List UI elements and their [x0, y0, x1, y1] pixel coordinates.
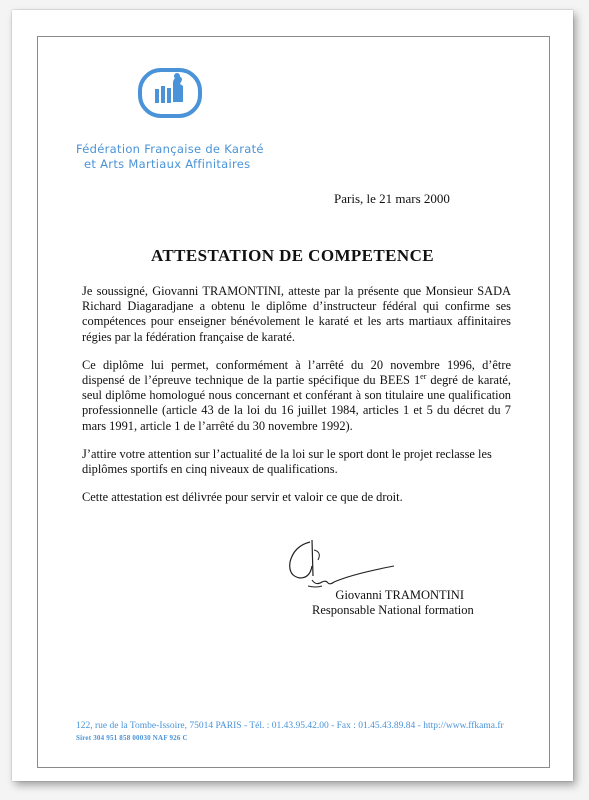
document-page	[12, 10, 573, 781]
letter-date: Paris, le 21 mars 2000	[334, 191, 450, 206]
paragraph-4: Cette attestation est délivrée pour servir et valoir ce que de droit.	[82, 490, 403, 505]
footer-siret: Siret 304 951 858 00030 NAF 926 C	[76, 734, 188, 742]
signer-name: Giovanni TRAMONTINI	[335, 588, 464, 602]
paragraph-1: Je soussigné, Giovanni TRAMONTINI, atteste par la présente que Monsieur SADA Richard Diagaradjane a obtenu le diplôme d’instructeur fédéral qui confirme ses compétences pour enseigner bénévolement le karaté et les arts martiaux affinitaires régies par la fédération française de karaté.	[82, 284, 511, 344]
org-line-1: Fédération Française de Karaté	[76, 142, 264, 156]
footer-address: 122, rue de la Tombe-Issoire, 75014 PARIS - Tél. : 01.43.95.42.00 - Fax : 01.45.43.89.84 - http://www.ffkama.fr	[76, 721, 504, 731]
footer	[76, 720, 504, 744]
superscript-er: er	[420, 371, 427, 381]
letter-body	[82, 284, 511, 518]
paragraph-2-part-a: Ce diplôme lui permet, conformément à l’arrêté du 20 novembre 1996, d’être dispensé de l’épreuve technique de la partie spécifique du BEES 1	[82, 357, 511, 388]
document-title: ATTESTATION DE COMPETENCE	[151, 246, 434, 265]
paragraph-3: J’attire votre attention sur l’actualité de la loi sur le sport dont le projet reclasse les diplômes sportifs en cinq niveaux de qualifications.	[82, 446, 492, 477]
org-line-2: et Arts Martiaux Affinitaires	[84, 157, 251, 171]
paragraph-2-part-b: degré de karaté, seul diplôme homologué nous concernant et conférant à son titulaire une qualification professionnelle (article 43 de la loi du 16 juillet 1984, articles 1 et 5 du décret du 7 mars 1991, article 1 de l’arrêté du 30 novembre 1992).	[82, 373, 511, 433]
paragraph-2	[82, 358, 511, 434]
signer-role: Responsable National formation	[312, 603, 474, 617]
organization-name	[76, 142, 264, 172]
ffkama-logo-icon	[138, 68, 202, 118]
signer-block	[312, 588, 474, 618]
